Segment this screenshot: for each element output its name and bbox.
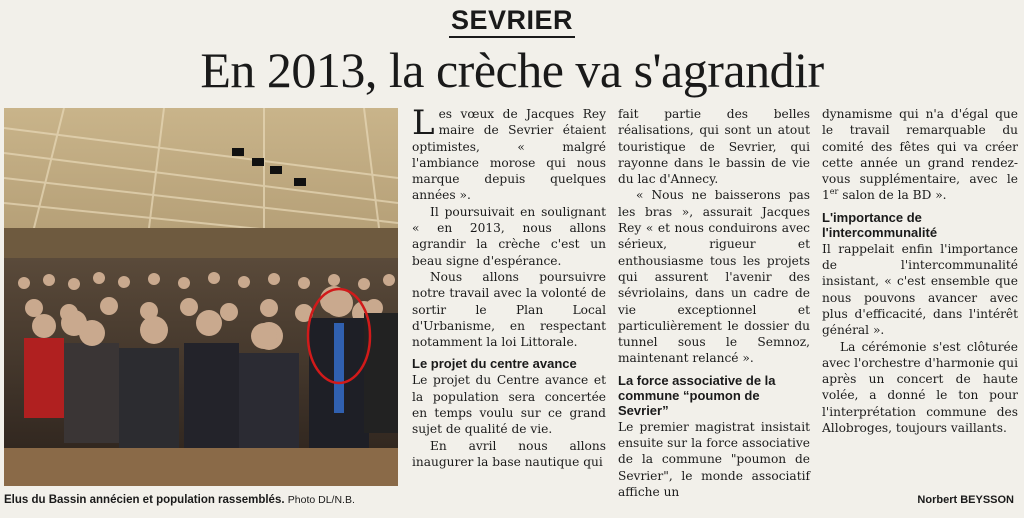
article-headline: En 2013, la crèche va s'agrandir [200, 42, 824, 98]
article-photo [4, 108, 398, 486]
paragraph: Le premier magistrat insistait ensuite sur la force associative de la commune "poumon de Sevrier", le monde associatif affiche un [618, 419, 810, 499]
photo-credit: Photo DL/N.B. [287, 494, 355, 506]
article-column-3 [822, 106, 1018, 436]
paragraph: Le projet du Centre avance et la population sera concertée en temps voulu sur ce grand sujet de qualité de vie. [412, 373, 606, 437]
paragraph: Il poursuivait en soulignant « en 2013, nous allons agrandir la crèche c'est un beau signe d'espérance. [412, 204, 606, 268]
article-column-1 [412, 103, 606, 470]
paragraph: Nous allons poursuivre notre travail avec la volonté de sortir le Plan Local d'Urbanisme, en respectant notamment la loi Littorale. [412, 269, 606, 350]
subheading: La force associative de la commune “poumon de Sevrier” [618, 372, 776, 418]
paragraph: « Nous ne baisserons pas les bras », assurait Jacques Rey « et nous conduirons avec sérieux, rigueur et enthousiasme tous les projets qui assurent l'avenir des sévriolains, dans un cadre de vie exceptionnel et particulièrement le dossier du tunnel sous le Semnoz, maintenant relancé ». [618, 188, 810, 366]
byline: Norbert BEYSSON [917, 494, 1014, 506]
kicker-text: SEVRIER [449, 4, 575, 38]
paragraph-text: dynamisme qui n'a d'égal que le travail remarquable du comité des fêtes qui va créer cette année un grand rendez-vous supplémentaire, avec le 1 [822, 107, 1018, 203]
paragraph: En avril nous allons inaugurer la base nautique qui [412, 438, 606, 469]
paragraph [412, 103, 606, 204]
photo-caption [4, 490, 404, 510]
subheading: L'importance de l'intercommunalité [822, 209, 938, 240]
superscript: er [829, 187, 839, 197]
paragraph [822, 106, 1018, 204]
caption-text: Elus du Bassin annécien et population rassemblés. [4, 494, 285, 506]
paragraph: fait partie des belles réalisations, qui sont un atout touristique de Sevrier, qui rayonne dans le bassin de vie du lac d'Annecy. [618, 107, 810, 187]
paragraph-text: salon de la BD ». [838, 188, 947, 203]
paragraph: La cérémonie s'est clôturée avec l'orchestre d'harmonie qui après un concert de haute volée, a donné le ton pour l'interprétation commune des Allobroges, toujours vaillants. [822, 339, 1018, 436]
paragraph: Il rappelait enfin l'importance de l'intercommunalité insistant, « c'est ensemble que nous pouvons avancer avec plus d'efficacité, dans l'intérêt général ». [822, 241, 1018, 338]
subheading: Le projet du centre avance [412, 356, 577, 372]
article-kicker [0, 4, 1024, 38]
paragraph-text: es vœux de Jacques Rey maire de Sevrier étaient optimistes, « malgré l'ambiance morose qui nous marque depuis quelques années ». [412, 107, 606, 203]
drop-cap: L [412, 103, 435, 143]
article-column-2 [618, 106, 810, 500]
